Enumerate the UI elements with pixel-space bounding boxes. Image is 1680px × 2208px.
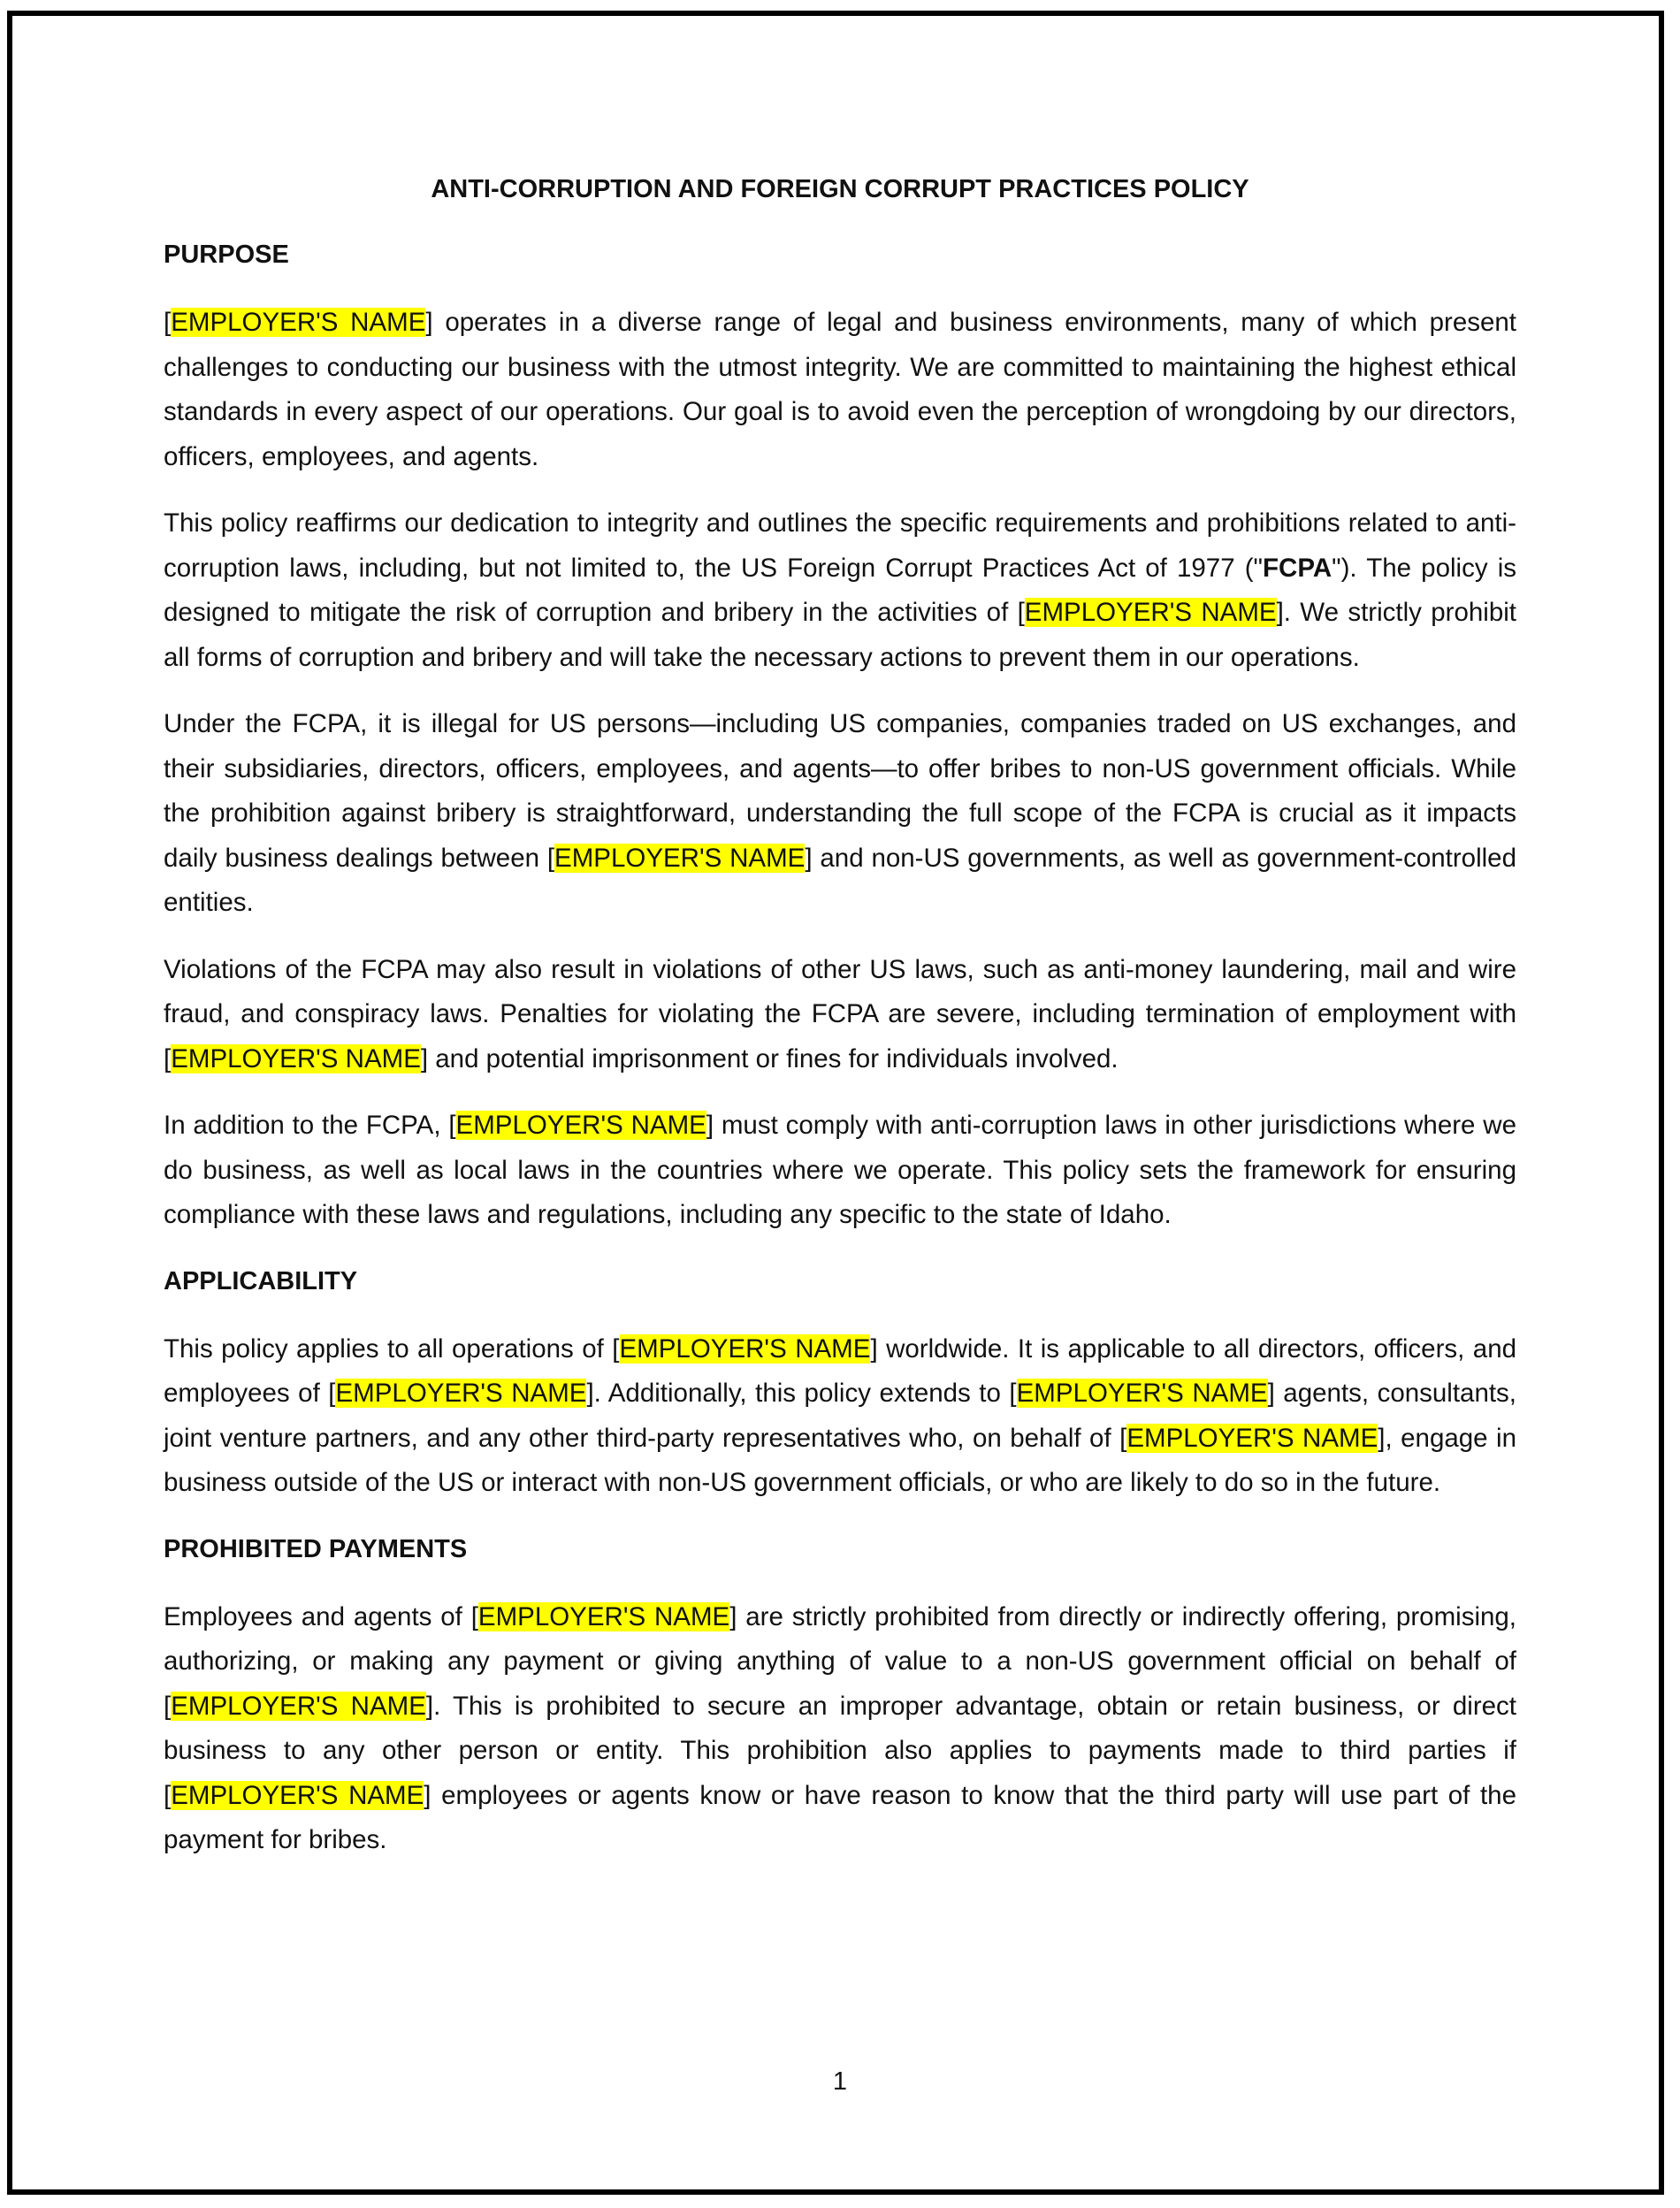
paragraph-text: ] operates in a diverse range of legal and business environments, many of which present challenges to conducting our business with the utmost integrity. We are committed to maintaining the highest ethical standards in every aspect of our operations. Our goal is to avoid even the perception of wrongdoing by our directors, officers, employees, and agents. <box>164 308 1517 471</box>
paragraph-text: ] worldwide. It is applicable to all directors, officers, and employees of [ <box>164 1333 1517 1408</box>
paragraph-text: This policy applies to all operations of [ <box>164 1333 620 1364</box>
document-body <box>164 168 1516 1885</box>
paragraph-text: ] must comply with anti-corruption laws in other jurisdictions where we do business, as well as local laws in the countries where we operate. This policy sets the framework for ensuring compliance with these laws and regulations, including any specific to the state of Idaho. <box>164 1111 1516 1229</box>
employer-name-placeholder: EMPLOYER'S NAME <box>335 1379 587 1408</box>
document-sections <box>164 233 1516 1863</box>
paragraph-text: Employees and agents of [ <box>164 1601 478 1631</box>
paragraph-text: ], engage in business outside of the US or interact with non-US government officials, or who are likely to do so in the future. <box>164 1423 1517 1497</box>
paragraph-text: ] employees or agents know or have reason to know that the third party will use part of the payment for bribes. <box>164 1780 1516 1854</box>
paragraph-text: "). The policy is designed to mitigate the risk of corruption and bribery in the activities of [ <box>164 553 1516 627</box>
employer-name-placeholder: EMPLOYER'S NAME <box>171 1691 426 1721</box>
employer-name-placeholder: EMPLOYER'S NAME <box>554 843 806 873</box>
section-heading: APPLICABILITY <box>164 1266 358 1295</box>
paragraph <box>164 702 1516 926</box>
paragraph-text: ] and potential imprisonment or fines for individuals involved. <box>420 1043 1119 1073</box>
paragraph <box>164 948 1516 1082</box>
paragraph <box>164 501 1516 680</box>
paragraph <box>164 1327 1516 1506</box>
section-heading: PURPOSE <box>164 241 289 269</box>
employer-name-placeholder: EMPLOYER'S NAME <box>171 308 426 337</box>
document-title: ANTI-CORRUPTION AND FOREIGN CORRUPT PRACTICES POLICY <box>431 175 1249 203</box>
paragraph-text: ]. This is prohibited to secure an improper advantage, obtain or retain business, or direct business to any other person or entity. This prohibition also applies to payments made to third parties if [ <box>164 1691 1516 1810</box>
employer-name-placeholder: EMPLOYER'S NAME <box>1126 1423 1378 1453</box>
paragraph <box>164 1595 1516 1863</box>
employer-name-placeholder: EMPLOYER'S NAME <box>171 1780 424 1810</box>
paragraph-text: Violations of the FCPA may also result in violations of other US laws, such as anti-money laundering, mail and wire fraud, and conspiracy laws. Penalties for violating the FCPA are severe, including termination of employment with [ <box>164 954 1516 1073</box>
section-heading: PROHIBITED PAYMENTS <box>164 1534 468 1563</box>
employer-name-placeholder: EMPLOYER'S NAME <box>477 1601 730 1631</box>
paragraph-text: ]. We strictly prohibit all forms of corruption and bribery and will take the necessary actions to prevent them in our operations. <box>164 598 1516 672</box>
paragraph-text: In addition to the FCPA, [ <box>164 1111 456 1140</box>
page-number: 1 <box>832 2067 848 2096</box>
paragraph-text: ] agents, consultants, joint venture partners, and any other third-party representatives who, on behalf of [ <box>164 1379 1516 1453</box>
employer-name-placeholder: EMPLOYER'S NAME <box>455 1111 706 1140</box>
employer-name-placeholder: EMPLOYER'S NAME <box>1024 598 1277 627</box>
employer-name-placeholder: EMPLOYER'S NAME <box>171 1043 421 1073</box>
paragraph-text: ]. Additionally, this policy extends to [ <box>586 1379 1017 1408</box>
paragraph <box>164 301 1516 479</box>
employer-name-placeholder: EMPLOYER'S NAME <box>619 1333 871 1364</box>
paragraph-text: Under the FCPA, it is illegal for US persons—including US companies, companies traded on US exchanges, and their subsidiaries, directors, officers, employees, and agents—to offer bribes to non-US government officials. While the prohibition against bribery is straightforward, understanding the full scope of the FCPA is crucial as it impacts daily business dealings between [ <box>164 709 1516 873</box>
paragraph <box>164 1104 1516 1238</box>
paragraph-text: ] are strictly prohibited from directly or indirectly offering, promising, authorizing, or making any payment or giving anything of value to a non-US government official on behalf of [ <box>164 1601 1517 1721</box>
employer-name-placeholder: EMPLOYER'S NAME <box>1016 1379 1268 1408</box>
paragraph-text: This policy reaffirms our dedication to integrity and outlines the specific requirements and prohibitions related to anti-corruption laws, including, but not limited to, the US Foreign Corrupt Practices Act of 1977 (" <box>164 508 1516 583</box>
paragraph-text: [ <box>164 308 172 337</box>
defined-term: FCPA <box>1263 553 1333 583</box>
paragraph-text: ] and non-US governments, as well as government-controlled entities. <box>164 843 1516 917</box>
